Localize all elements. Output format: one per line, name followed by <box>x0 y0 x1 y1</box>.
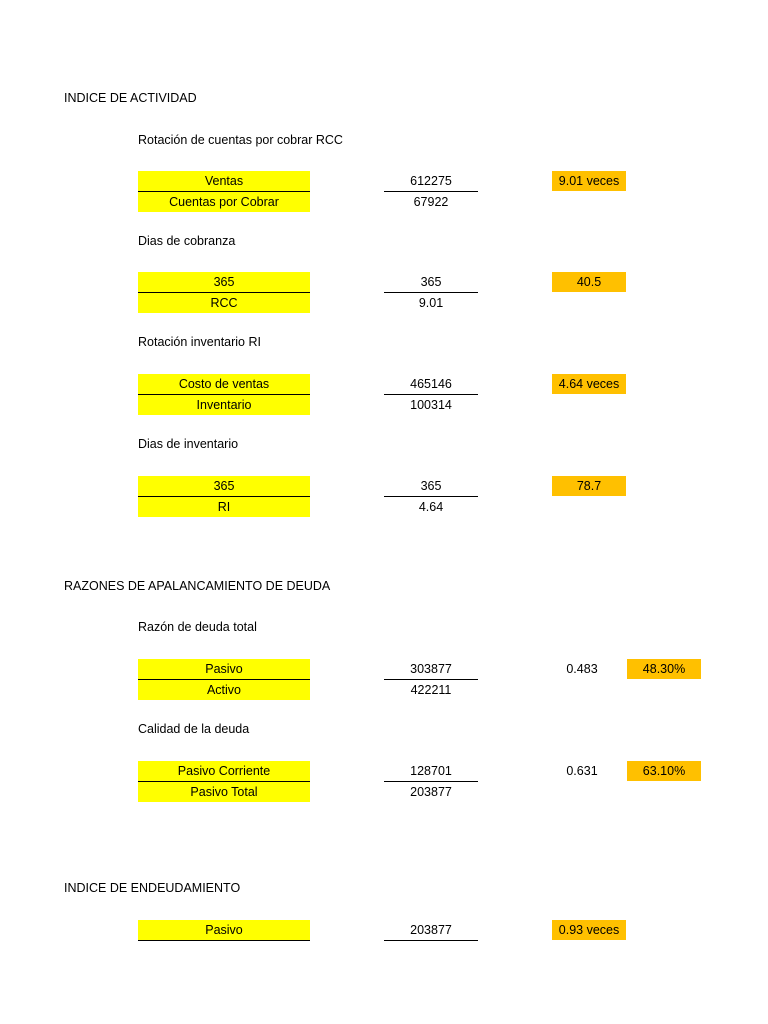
value-pasivo: 303877 <box>384 659 478 680</box>
label-rcc: RCC <box>138 293 310 313</box>
subtitle-dias-cobranza: Dias de cobranza <box>138 234 236 248</box>
value-pasivo-corriente: 128701 <box>384 761 478 782</box>
subtitle-rcc: Rotación de cuentas por cobrar RCC <box>138 133 343 147</box>
value-pasivo-total: 203877 <box>410 785 452 799</box>
label-pasivo-corriente: Pasivo Corriente <box>138 761 310 782</box>
value-365-inventario: 365 <box>384 476 478 497</box>
value-activo: 422211 <box>410 683 452 697</box>
label-activo: Activo <box>138 680 310 700</box>
value-costo-de-ventas: 465146 <box>384 374 478 395</box>
result-ri: 4.64 veces <box>552 374 626 394</box>
label-costo-de-ventas: Costo de ventas <box>138 374 310 395</box>
label-inventario: Inventario <box>138 395 310 415</box>
result-endeudamiento: 0.93 veces <box>552 920 626 940</box>
label-365-cobranza: 365 <box>138 272 310 293</box>
value-inventario: 100314 <box>410 398 452 412</box>
label-pasivo-endeudamiento: Pasivo <box>138 920 310 941</box>
result-deuda-total: 48.30% <box>627 659 701 679</box>
section-title-endeudamiento: INDICE DE ENDEUDAMIENTO <box>64 881 241 895</box>
result-rcc: 9.01 veces <box>552 171 626 191</box>
label-365-inventario: 365 <box>138 476 310 497</box>
value-ri: 4.64 <box>418 500 444 514</box>
subtitle-deuda-total: Razón de deuda total <box>138 620 257 634</box>
subtitle-dias-inventario: Dias de inventario <box>138 437 239 451</box>
label-ventas: Ventas <box>138 171 310 192</box>
label-ri: RI <box>138 497 310 517</box>
subtitle-calidad-deuda: Calidad de la deuda <box>138 722 250 736</box>
result-calidad-deuda: 63.10% <box>627 761 701 781</box>
label-pasivo: Pasivo <box>138 659 310 680</box>
section-title-apalancamiento: RAZONES DE APALANCAMIENTO DE DEUDA <box>64 579 331 593</box>
label-cuentas-por-cobrar: Cuentas por Cobrar <box>138 192 310 212</box>
value-rcc: 9.01 <box>418 296 444 310</box>
value-ventas: 612275 <box>384 171 478 192</box>
ratio-calidad-deuda: 0.631 <box>566 764 598 778</box>
result-dias-cobranza: 40.5 <box>552 272 626 292</box>
section-title-actividad: INDICE DE ACTIVIDAD <box>64 91 197 105</box>
value-365-cobranza: 365 <box>384 272 478 293</box>
result-dias-inventario: 78.7 <box>552 476 626 496</box>
value-cuentas-por-cobrar: 67922 <box>413 195 449 209</box>
ratio-deuda-total: 0.483 <box>566 662 598 676</box>
label-pasivo-total: Pasivo Total <box>138 782 310 802</box>
subtitle-ri: Rotación inventario RI <box>138 335 261 349</box>
value-pasivo-endeudamiento: 203877 <box>384 920 478 941</box>
